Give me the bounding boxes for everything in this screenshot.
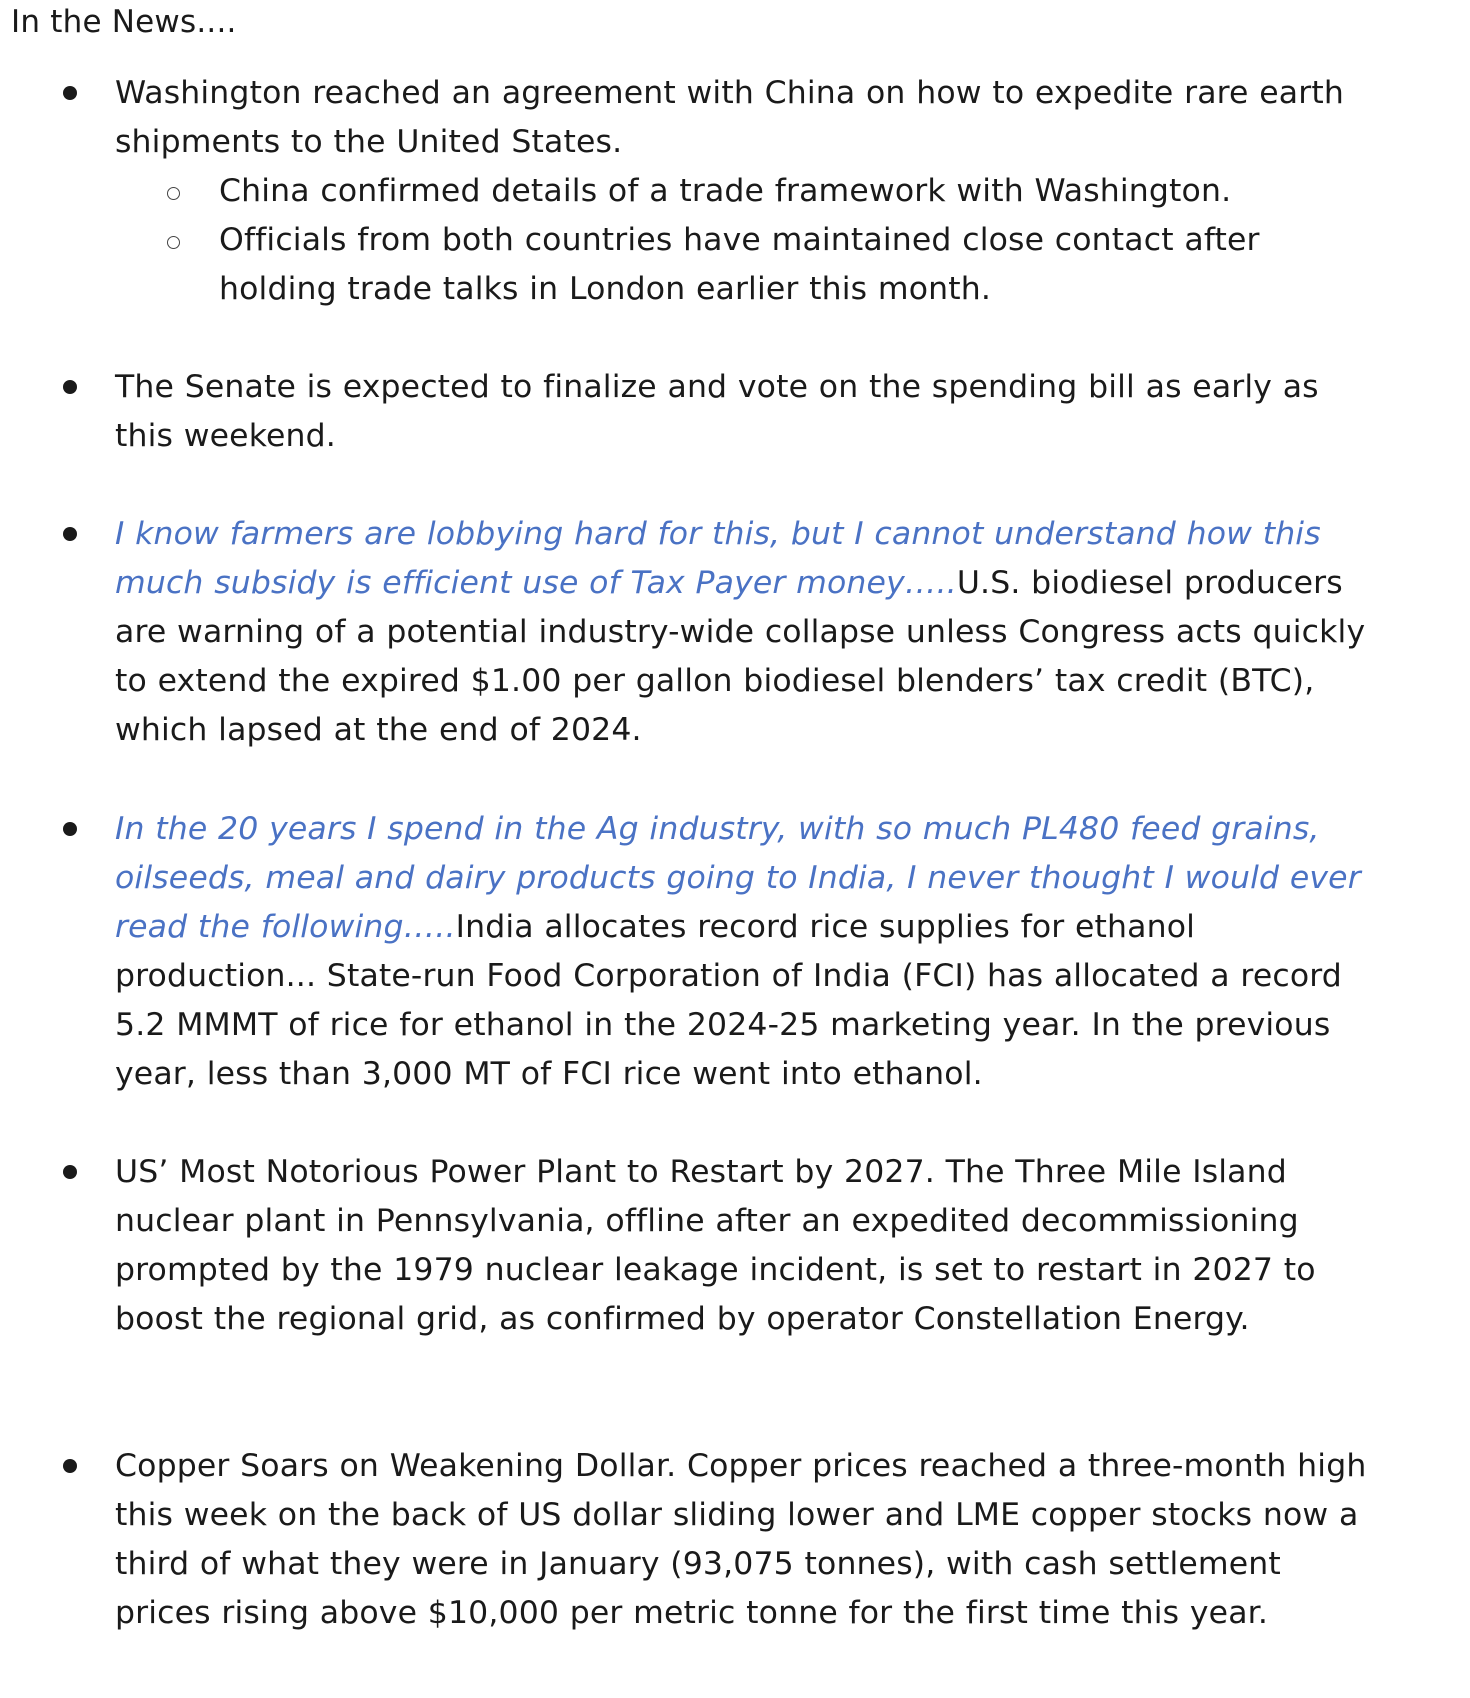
bullet-icon [63, 822, 77, 836]
news-item-text: U.S. biodiesel producers are warning of a potential industry-wide collapse unless Congress acts quickly to extend the expired $1.00 per gallon biodiesel blenders’ tax credit (BTC), which lapsed at the end of 2024. [115, 565, 1366, 748]
hollow-bullet-icon [167, 187, 180, 200]
hollow-bullet-icon [167, 236, 180, 249]
sub-item-text: Officials from both countries have maintained close contact after holding trade talks in London earlier this month. [219, 222, 1260, 307]
section-heading: In the News.... [11, 4, 237, 40]
bullet-icon [63, 380, 77, 394]
news-item-body [115, 510, 1385, 755]
news-item-text: The Senate is expected to finalize and vote on the spending bill as early as this weekend. [115, 369, 1319, 454]
editor-comment: I know farmers are lobbying hard for this, but I cannot understand how this much subsidy is efficient use of Tax Payer money….. [115, 516, 1321, 601]
news-item-text: Copper Soars on Weakening Dollar. Copper prices reached a three-month high this week on the back of US dollar sliding lower and LME copper stocks now a third of what they were in January (93,075 tonnes), with cash settlement prices rising above $10,000 per metric tonne for the first time this year. [115, 1448, 1367, 1631]
news-item-text: US’ Most Notorious Power Plant to Restart by 2027. The Three Mile Island nuclear plant in Pennsylvania, offline after an expedited decommissioning prompted by the 1979 nuclear leakage incident, is set to restart in 2027 to boost the regional grid, as confirmed by operator Constellation Energy. [115, 1154, 1316, 1337]
editor-comment: In the 20 years I spend in the Ag industry, with so much PL480 feed grains, oilseeds, meal and dairy products going to India, I never thought I would ever read the following….. [115, 811, 1361, 945]
bullet-icon [63, 1459, 77, 1473]
news-item-body [115, 805, 1385, 1099]
news-item-text: India allocates record rice supplies for ethanol production... State-run Food Corporation of India (FCI) has allocated a record 5.2 MMMT of rice for ethanol in the 2024-25 marketing year. In the previous year, less than 3,000 MT of FCI rice went into ethanol. [115, 909, 1342, 1092]
bullet-icon [63, 1165, 77, 1179]
sub-item-text: China confirmed details of a trade framework with Washington. [219, 173, 1232, 209]
bullet-icon [63, 86, 77, 100]
bullet-icon [63, 527, 77, 541]
news-item-text: Washington reached an agreement with China on how to expedite rare earth shipments to the United States. [115, 75, 1344, 160]
